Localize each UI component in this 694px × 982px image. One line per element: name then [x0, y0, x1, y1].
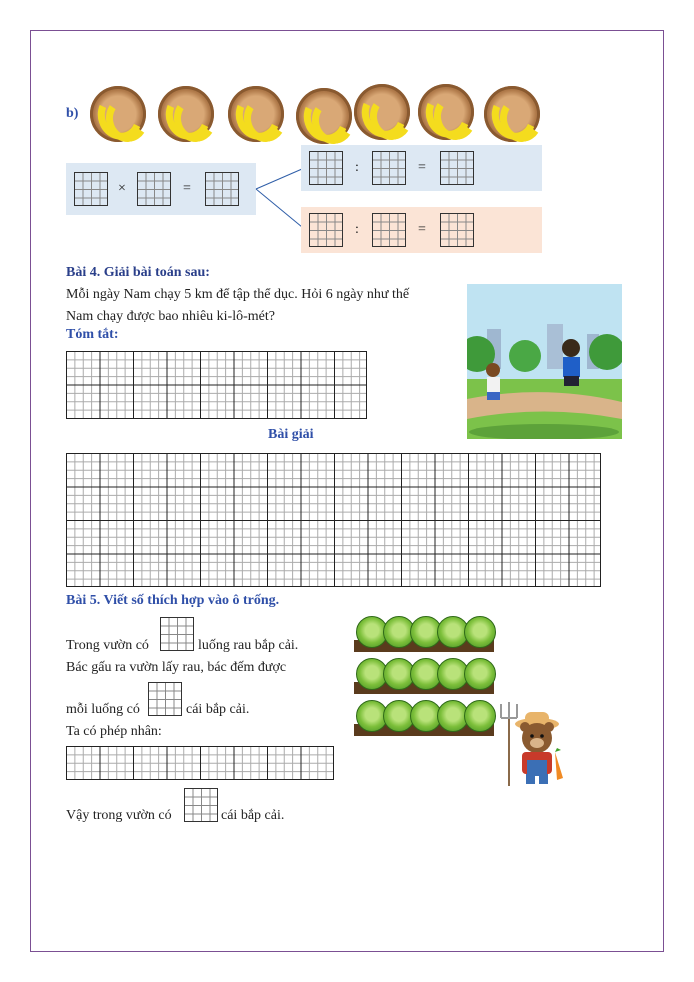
division-panel-top	[301, 145, 542, 191]
bai5-line4: Ta có phép nhân:	[66, 724, 162, 739]
kids-running-icon	[467, 284, 622, 439]
answer-box[interactable]	[74, 172, 108, 206]
multiplication-writing-grid[interactable]	[66, 746, 334, 780]
answer-box[interactable]	[137, 172, 171, 206]
bai5-heading: Bài 5. Viết số thích hợp vào ô trống.	[66, 593, 280, 608]
answer-box[interactable]	[372, 213, 406, 247]
total-answer-box[interactable]	[184, 788, 218, 822]
bai5-line1-before: Trong vườn có	[66, 638, 149, 653]
banana-plate-icon	[354, 84, 410, 140]
multiply-sign: ×	[118, 181, 126, 196]
equals-sign: =	[418, 160, 426, 175]
divide-sign: :	[355, 160, 359, 175]
cabbage-row-icon	[354, 616, 494, 652]
divide-sign: :	[355, 222, 359, 237]
bai4-heading: Bài 4. Giải bài toán sau:	[66, 265, 210, 280]
banana-plate-icon	[296, 88, 352, 144]
bai5-line3-before: mỗi luống có	[66, 702, 140, 717]
bai4-problem-line1: Mỗi ngày Nam chạy 5 km để tập thể dục. Hỏi 6 ngày như thế	[66, 287, 410, 302]
banana-plate-icon	[158, 86, 214, 142]
bai5-line1-after: luống rau bắp cải.	[198, 638, 299, 653]
answer-box[interactable]	[309, 213, 343, 247]
summary-writing-grid[interactable]	[66, 351, 367, 419]
cabbage-row-icon	[354, 658, 494, 694]
answer-box[interactable]	[205, 172, 239, 206]
rows-answer-box[interactable]	[160, 617, 194, 651]
bai4-problem-line2: Nam chạy được bao nhiêu ki-lô-mét?	[66, 309, 275, 324]
bai5-line3-after: cái bắp cải.	[186, 702, 250, 717]
banana-plate-icon	[90, 86, 146, 142]
answer-box[interactable]	[440, 151, 474, 185]
multiplication-panel	[66, 163, 256, 215]
answer-box[interactable]	[372, 151, 406, 185]
bai5-line5-after: cái bắp cải.	[221, 808, 285, 823]
equals-sign: =	[418, 222, 426, 237]
farmer-bear-icon	[497, 700, 569, 788]
bai5-line5-before: Vậy trong vườn có	[66, 808, 172, 823]
banana-plate-icon	[228, 86, 284, 142]
part-b-label: b)	[66, 106, 79, 121]
equals-sign: =	[183, 181, 191, 196]
banana-plate-icon	[418, 84, 474, 140]
cabbage-row-icon	[354, 700, 494, 736]
bai4-summary-label: Tóm tắt:	[66, 327, 119, 342]
bai4-problem	[66, 284, 461, 328]
solution-writing-grid[interactable]	[66, 453, 601, 587]
answer-box[interactable]	[440, 213, 474, 247]
division-panel-bottom	[301, 207, 542, 253]
bai5-line2: Bác gấu ra vườn lấy rau, bác đếm được	[66, 660, 287, 675]
bai4-solution-label: Bài giải	[268, 427, 314, 442]
answer-box[interactable]	[309, 151, 343, 185]
per-row-answer-box[interactable]	[148, 682, 182, 716]
connector-lines	[254, 165, 304, 235]
banana-plate-icon	[484, 86, 540, 142]
